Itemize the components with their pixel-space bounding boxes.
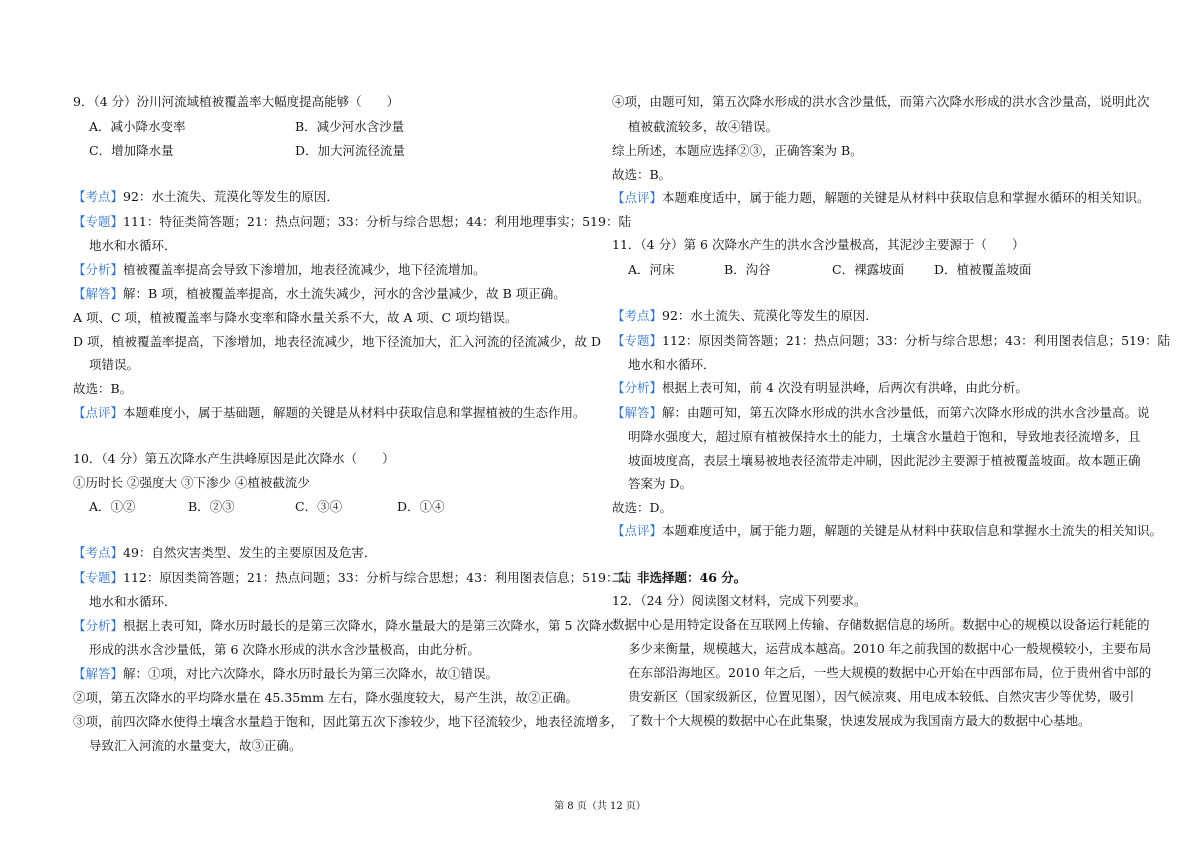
- q11-jieda-line: 答案为 D。: [628, 476, 692, 491]
- q9-zhuanti-cont: 地水和水循环．: [89, 238, 177, 253]
- q9-answer: 故选：B。: [73, 381, 133, 396]
- jieda-text: 解：B 项，植被覆盖率提高，水土流失减少，河水的含沙量减少，故 B 项正确。: [123, 286, 566, 301]
- q9-option-b: B．减少河水含沙量: [295, 119, 405, 134]
- q12-paragraph-line: 贵安新区（国家级新区，位置见图），因气候凉爽、用电成本较低、自然灾害少等优势，吸引: [628, 689, 1135, 704]
- q9-jieda-line: D 项，植被覆盖率提高，下渗增加，地表径流减少，地下径流加大，汇入河流的径流减少，故 D: [73, 334, 601, 349]
- q11-stem: 11．（4 分）第 6 次降水产生的洪水含沙量极高，其泥沙主要源于（ ）: [612, 237, 1025, 252]
- q11-answer: 故选：D。: [612, 500, 673, 515]
- dianping-tag: 【点评】: [73, 405, 124, 420]
- q10-jieda-line: ③项，前四次降水使得土壤含水量趋于饱和，因此第五次下渗较少，地下径流较少，地表径流增多，: [73, 714, 624, 729]
- q10-fenxi: [73, 617, 614, 635]
- q11-option-b: B．沟谷: [724, 262, 771, 277]
- q10-dianping: [612, 189, 1150, 207]
- q10-jieda: [73, 665, 498, 683]
- q10-option-b: B．②③: [188, 499, 235, 514]
- q11-zhuanti: [612, 332, 1170, 350]
- kaodian-text: 92：水土流失、荒漠化等发生的原因．: [123, 189, 339, 204]
- fenxi-text: 植被覆盖率提高会导致下渗增加，地表径流减少，地下径流增加。: [123, 262, 486, 277]
- fenxi-tag: 【分析】: [612, 380, 663, 395]
- q10-jieda-line: 导致汇入河流的水量变大，故③正确。: [89, 738, 302, 753]
- q10-stem: 10．（4 分）第五次降水产生洪峰原因是此次降水（ ）: [73, 451, 395, 466]
- q10-jieda-line: ④项，由题可知，第五次降水形成的洪水含沙量低，而第六次降水形成的洪水含沙量高，说明此次: [612, 94, 1150, 109]
- dianping-text: 本题难度适中，属于能力题，解题的关键是从材料中获取信息和掌握水循环的相关知识。: [662, 190, 1150, 205]
- q12-paragraph-line: 在东部沿海地区。2010 年之后，一些大规模的数据中心开始在中西部布局，位于贵州省中部的: [628, 665, 1152, 680]
- q10-option-d: D．①④: [397, 499, 445, 514]
- dianping-tag: 【点评】: [612, 523, 663, 538]
- jieda-tag: 【解答】: [612, 405, 663, 420]
- q11-option-d: D．植被覆盖坡面: [934, 262, 1032, 277]
- q9-dianping: [73, 404, 586, 422]
- q9-jieda: [73, 285, 566, 303]
- q10-jieda-line: ②项，第五次降水的平均降水量在 45.35mm 左右，降水强度较大，易产生洪，故②正确。: [73, 690, 578, 705]
- zhuanti-text: 112：原因类简答题；21：热点问题；33：分析与综合思想；43：利用图表信息；519：陆: [662, 333, 1170, 348]
- zhuanti-text: 112：原因类简答题；21：热点问题；33：分析与综合思想；43：利用图表信息；519：陆: [123, 570, 631, 585]
- q10-jieda-line: 植被截流较多，故④错误。: [628, 119, 779, 134]
- q11-jieda-line: 明降水强度大，超过原有植被保持水土的能力，土壤含水量趋于饱和，导致地表径流增多，且: [628, 429, 1141, 444]
- fenxi-tag: 【分析】: [73, 262, 124, 277]
- q10-zhuanti-cont: 地水和水循环．: [89, 594, 177, 609]
- q10-fenxi-cont: 形成的洪水含沙量低，第 6 次降水形成的洪水含沙量极高，由此分析。: [89, 642, 480, 657]
- q10-kaodian: [73, 544, 376, 562]
- q9-stem: 9．（4 分）汾川河流域植被覆盖率大幅度提高能够（ ）: [73, 94, 400, 109]
- kaodian-text: 92：水土流失、荒漠化等发生的原因．: [662, 308, 878, 323]
- q11-fenxi: [612, 379, 1028, 397]
- jieda-tag: 【解答】: [73, 286, 124, 301]
- q9-option-d: D．加大河流径流量: [295, 143, 406, 158]
- fenxi-tag: 【分析】: [73, 618, 124, 633]
- zhuanti-text: 111：特征类简答题；21：热点问题；33：分析与综合思想；44：利用地理事实；519：陆: [123, 214, 631, 229]
- kaodian-tag: 【考点】: [612, 308, 663, 323]
- jieda-tag: 【解答】: [73, 666, 124, 681]
- zhuanti-tag: 【专题】: [73, 214, 124, 229]
- q11-option-a: A．河床: [628, 262, 675, 277]
- q9-option-a: A．减小降水变率: [89, 119, 186, 134]
- q10-summary: 综上所述，本题应选择②③，正确答案为 B。: [612, 143, 863, 158]
- fenxi-text: 根据上表可知，降水历时最长的是第三次降水，降水量最大的是第三次降水，第 5 次降水: [123, 618, 614, 633]
- q12-paragraph-line: 多少来衡量，规模越大，运营成本越高。2010 年之前我国的数据中心一般规模较小，主要布局: [628, 641, 1152, 656]
- q9-jieda-line: 项错误。: [89, 357, 140, 372]
- kaodian-text: 49：自然灾害类型、发生的主要原因及危害．: [123, 545, 377, 560]
- dianping-tag: 【点评】: [612, 190, 663, 205]
- q11-option-c: C．裸露坡面: [832, 262, 905, 277]
- q10-option-c: C．③④: [295, 499, 343, 514]
- q12-paragraph-line: 数据中心是用特定设备在互联网上传输、存储数据信息的场所。数据中心的规模以设备运行耗能的: [612, 617, 1150, 632]
- page-footer: 第 8 页（共 12 页）: [554, 801, 646, 812]
- q9-zhuanti: [73, 213, 631, 231]
- q10-option-a: A．①②: [89, 499, 136, 514]
- zhuanti-tag: 【专题】: [612, 333, 663, 348]
- zhuanti-tag: 【专题】: [73, 570, 124, 585]
- q11-zhuanti-cont: 地水和水循环．: [628, 357, 716, 372]
- q12-paragraph-line: 了数十个大规模的数据中心在此集聚，快速发展成为我国南方最大的数据中心基地。: [628, 713, 1091, 728]
- jieda-text: 解：由题可知，第五次降水形成的洪水含沙量低，而第六次降水形成的洪水含沙量高。说: [662, 405, 1150, 420]
- fenxi-text: 根据上表可知，前 4 次没有明显洪峰，后两次有洪峰，由此分析。: [662, 380, 1028, 395]
- q10-zhuanti: [73, 569, 631, 587]
- dianping-text: 本题难度小，属于基础题，解题的关键是从材料中获取信息和掌握植被的生态作用。: [123, 405, 586, 420]
- q9-kaodian: [73, 188, 339, 206]
- q11-jieda: [612, 404, 1150, 422]
- q12-stem: 12．（24 分）阅读图文材料，完成下列要求。: [612, 593, 867, 608]
- q11-kaodian: [612, 307, 878, 325]
- q10-items: ①历时长 ②强度大 ③下渗少 ④植被截流少: [73, 475, 310, 490]
- section-heading: 二、非选择题：46 分。: [612, 570, 747, 585]
- kaodian-tag: 【考点】: [73, 545, 124, 560]
- q10-answer: 故选：B。: [612, 167, 672, 182]
- q11-dianping: [612, 522, 1162, 540]
- kaodian-tag: 【考点】: [73, 189, 124, 204]
- q9-option-c: C．增加降水量: [89, 143, 174, 158]
- q9-jieda-line: A 项、C 项，植被覆盖率与降水变率和降水量关系不大，故 A 项、C 项均错误。: [73, 310, 518, 325]
- q11-jieda-line: 坡面坡度高，表层土壤易被地表径流带走冲刷，因此泥沙主要源于植被覆盖坡面。故本题正确: [628, 453, 1141, 468]
- dianping-text: 本题难度适中，属于能力题，解题的关键是从材料中获取信息和掌握水土流失的相关知识。: [662, 523, 1163, 538]
- jieda-text: 解：①项，对比六次降水，降水历时最长为第三次降水，故①错误。: [123, 666, 499, 681]
- q9-fenxi: [73, 261, 486, 279]
